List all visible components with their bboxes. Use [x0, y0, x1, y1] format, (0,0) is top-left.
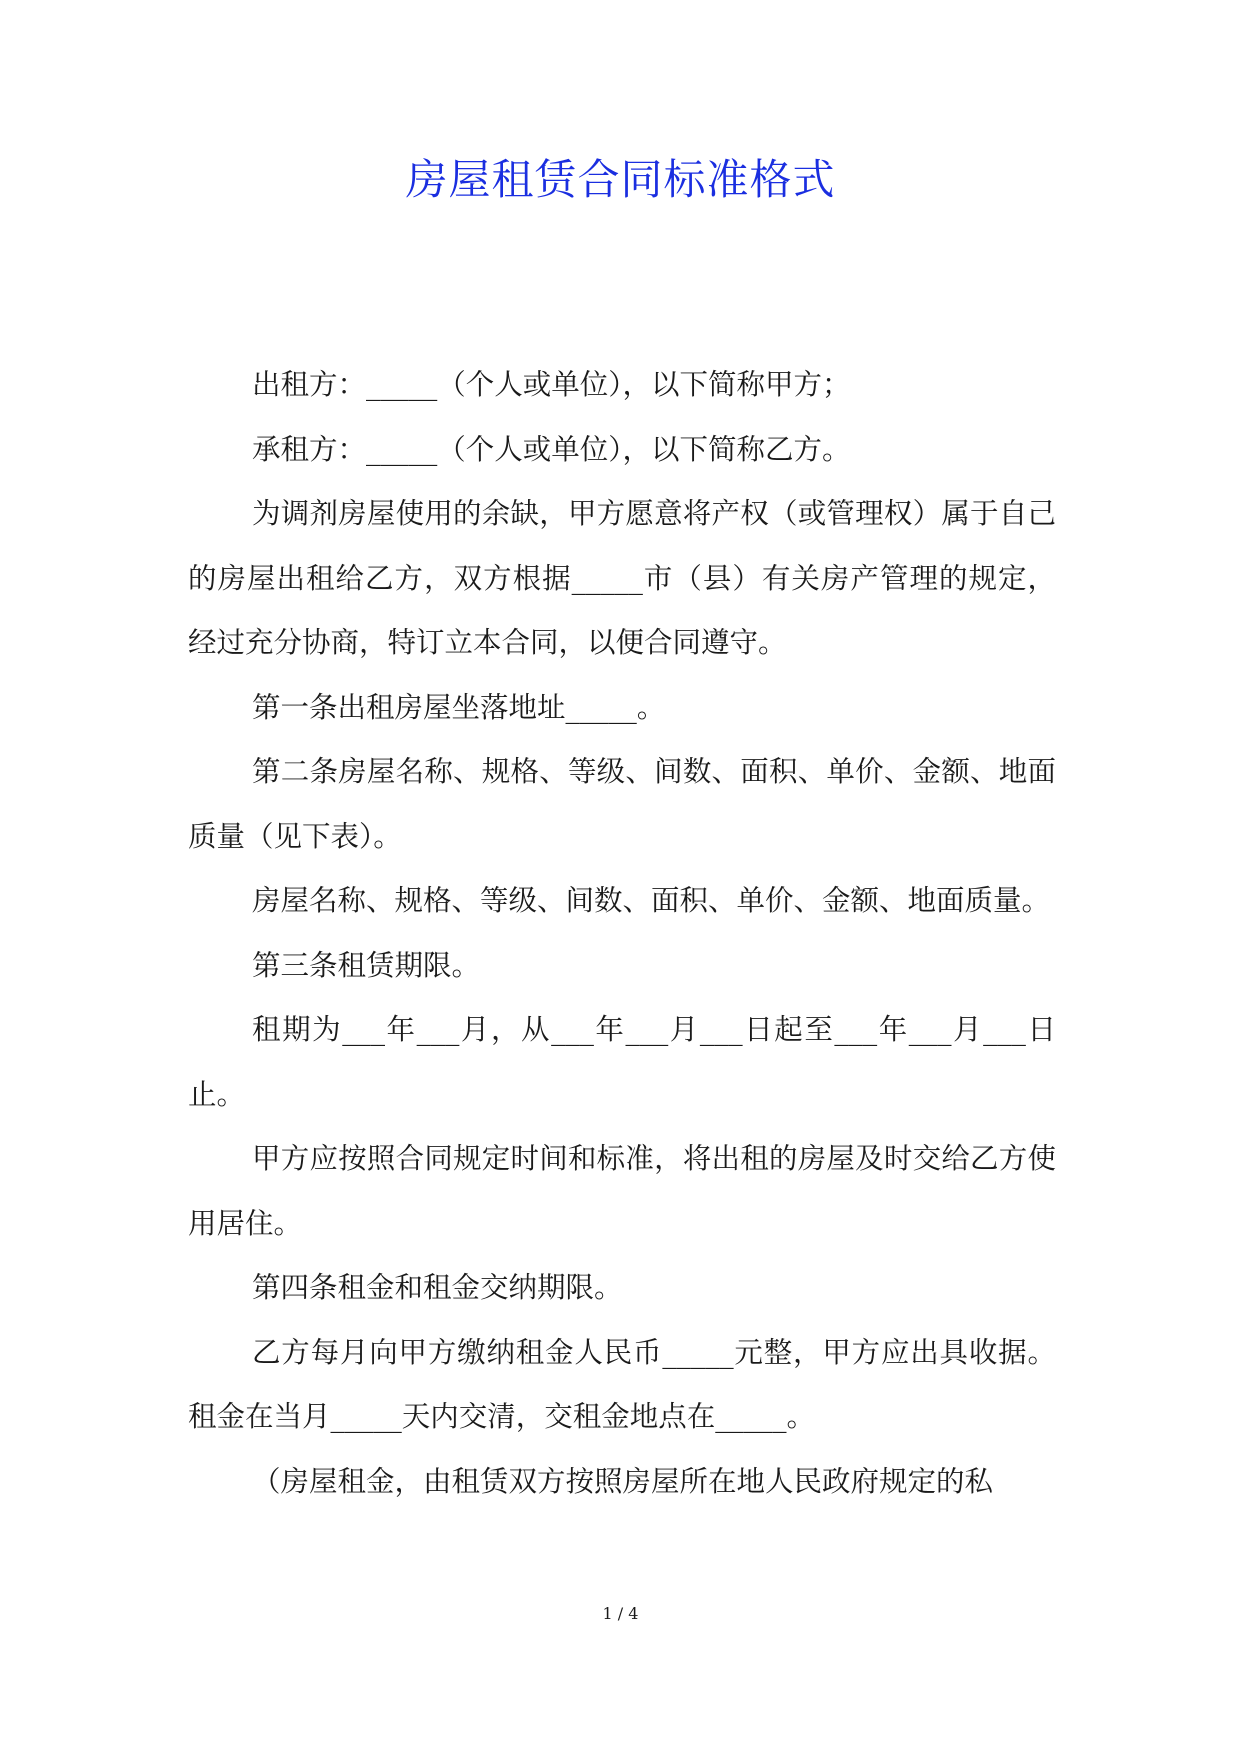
- paragraph-lessor: 出租方：_____（个人或单位），以下简称甲方；: [252, 368, 851, 401]
- document-body: [188, 353, 1056, 1514]
- paragraph-handover: 甲方应按照合同规定时间和标准，将出租的房屋及时交给乙方使用居住。: [188, 1142, 1056, 1240]
- document-title: 房屋租赁合同标准格式: [405, 155, 836, 204]
- paragraph-article-4: 第四条租金和租金交纳期限。: [252, 1271, 623, 1304]
- paragraph-lease-term: 租期为___年___月，从___年___月___日起至___年___月___日止。: [188, 1013, 1056, 1111]
- paragraph-preamble: 为调剂房屋使用的余缺，甲方愿意将产权（或管理权）属于自己的房屋出租给乙方，双方根据_____市（县）有关房产管理的规定，经过充分协商，特订立本合同，以便合同遵守。: [188, 497, 1056, 659]
- paragraph-article-3: 第三条租赁期限。: [252, 948, 481, 982]
- paragraph-article-2: 第二条房屋名称、规格、等级、间数、面积、单价、金额、地面质量（见下表）。: [188, 755, 1056, 853]
- paragraph-article-2-detail: 房屋名称、规格、等级、间数、面积、单价、金额、地面质量。: [252, 884, 1051, 917]
- page-number: 1 / 4: [602, 1604, 639, 1623]
- paragraph-lessee: 承租方：_____（个人或单位），以下简称乙方。: [252, 432, 851, 466]
- paragraph-rent-payment: 乙方每月向甲方缴纳租金人民币_____元整，甲方应出具收据。租金在当月_____天内交清，交租金地点在_____。: [188, 1335, 1056, 1433]
- paragraph-rent-note: （房屋租金，由租赁双方按照房屋所在地人民政府规定的私: [252, 1464, 994, 1498]
- paragraph-article-1: 第一条出租房屋坐落地址_____。: [252, 690, 666, 724]
